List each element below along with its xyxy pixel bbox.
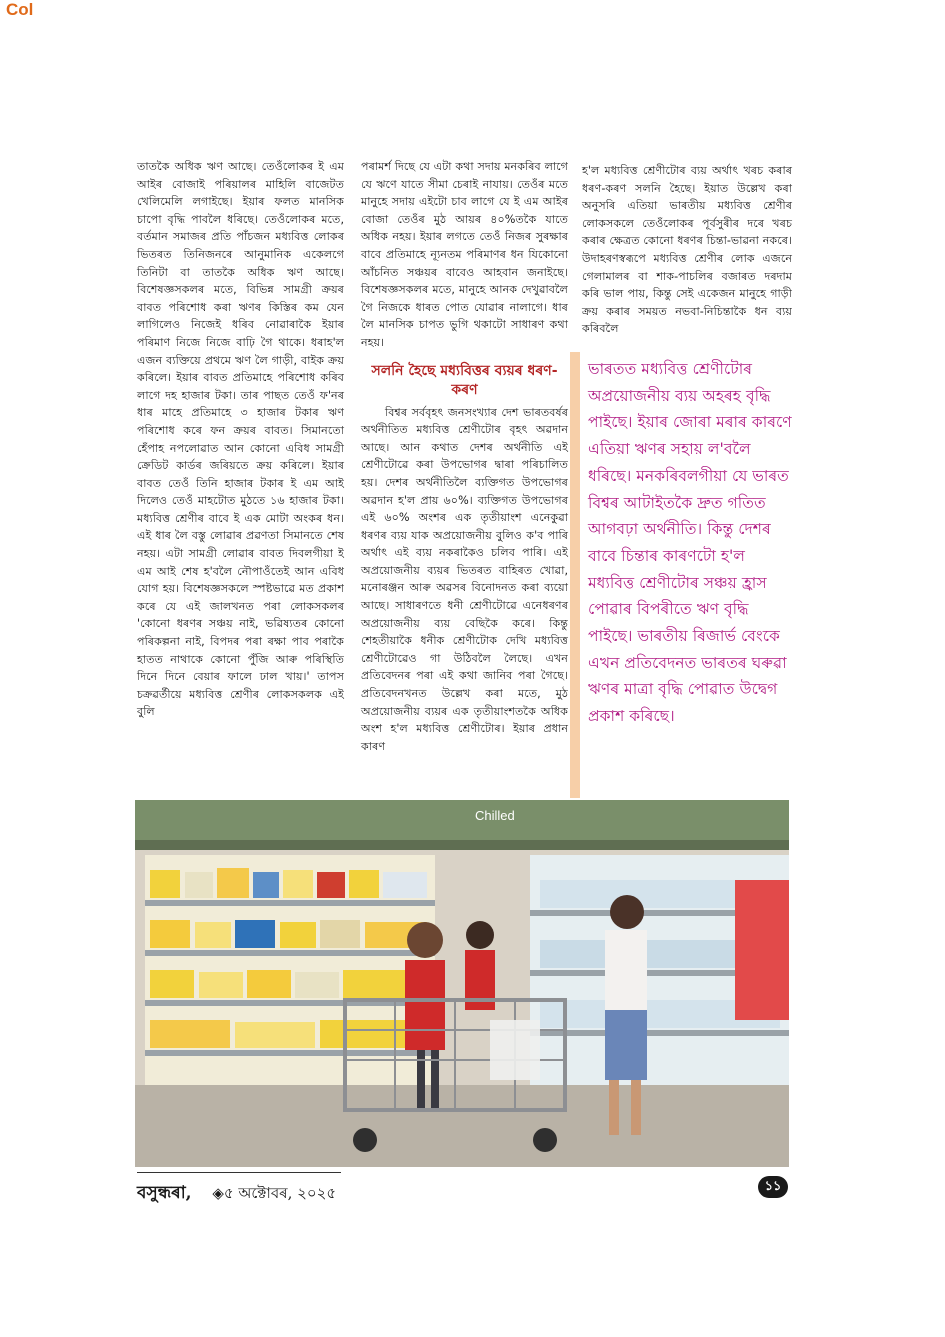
magazine-name: বসুন্ধৰা, — [137, 1183, 192, 1203]
column-1 — [137, 158, 344, 721]
page-number: ১১ — [758, 1176, 788, 1198]
footer-rule — [137, 1172, 341, 1173]
issue-date: ◈৫ অক্টোবৰ, ২০২৫ — [212, 1184, 337, 1202]
column-2 — [361, 158, 568, 755]
pull-quote-text: ভাৰতত মধ্যবিত্ত শ্ৰেণীটোৰ অপ্ৰয়োজনীয় ব্যয় অহৰহ বৃদ্ধি পাইছে। ইয়াৰ জোৰা মৰাৰ কাৰণে এতিয়া ঋণৰ সহায় ল'বলৈ ধৰিছে। মনকৰিবলগীয়া যে ভাৰত বিশ্বৰ আটাইতকৈ দ্ৰুত গতিত আগবঢ়া অৰ্থনীতি। কিন্তু দেশৰ বাবে চিন্তাৰ কাৰণটো হ'ল মধ্যবিত্ত শ্ৰেণীটোৰ সঞ্চয় হ্ৰাস পোৱাৰ বিপৰীতে ঋণ বৃদ্ধি পাইছে। ভাৰতীয় ৰিজাৰ্ভ বেংকে এখন প্ৰতিবেদনত ভাৰতৰ ঘৰুৱা ঋণৰ মাত্ৰা বৃদ্ধি পোৱাত উদ্বেগ প্ৰকাশ কৰিছে। — [588, 360, 792, 726]
column-1-paragraph: তাতকৈ অধিক ঋণ আছে। তেওঁলোকৰ ই এম আইৰ বোজাই পৰিয়ালৰ মাহিলি বাজেটত খেলিমেলি লগাইছে। ইয়াৰ ফলত মানসিক চাপো বৃদ্ধি পাবলৈ ধৰিছে। তেওঁলোকৰ মতে, বৰ্তমান সমাজৰ প্ৰতি পাঁচজন মধ্যবিত্ত লোকৰ ভিতৰত তিনিজনৰে আনুমানিক একেলগে তিনিটা বা তাতকৈ অধিক ঋণ আছে। বিশেষজ্ঞসকলৰ মতে, বিভিন্ন সামগ্ৰী ক্ৰয়ৰ বাবত পৰিশোধ কৰা ঋণৰ কিস্তিৰ কম যেন লাগিলেও নিজেই ধৰিব নোৱাৰাকৈ ইয়াৰ পৰিমাণ নিজে নিজে বাঢ়ি গৈ থাকে। ধৰাহ'ল এজন ব্যক্তিয়ে প্ৰথমে ঋণ লৈ গাড়ী, বাইক ক্ৰয় কৰিলে। ইয়াৰ বাবত প্ৰতিমাহে পৰিশোধ কৰিব লাগে দহ হাজাৰ টকা। তাৰ পাছত তেওঁ ফ'নৰ ধাৰ মাহে প্ৰতিমাহে ৩ হাজাৰ টকাৰ ঋণ পৰিশোধ কৰে ফন ক্ৰয়ৰ বাবত। সিমানতো হেঁপাহ নপলোৱাত আন কোনো এবিধ সামগ্ৰী ক্ৰেডিট কাৰ্ডৰ জৰিয়তে ক্ৰয় কৰিলে। ইয়াৰ বাবত তেওঁ তিনি হাজাৰ টকাৰ ই এম আই দিলেও তেওঁ মাহটোত মুঠতে ১৬ হাজাৰ টকা। মধ্যবিত্ত শ্ৰেণীৰ বাবে ই এক মোটা অংকৰ ধন। এই ধাৰ লৈ বস্তু লোৱাৰ প্ৰৱণতা সিমানতে শেষ নহয়। এটা সামগ্ৰী লোৱাৰ বাবত দিবলগীয়া ই এম আই শেষ হ'বলৈ নৌপাওঁতেই আন এবিধ যোগ হয়। বিশেষজ্ঞসকলে স্পষ্টভাৱে মত প্ৰকাশ কৰে যে এই জালখনত পৰা লোকসকলৰ 'কোনো ধৰণৰ সঞ্চয় নাই, ভৱিষ্যতৰ কোনো পৰিকল্পনা নাই, বিপদৰ পৰা ৰক্ষা পাব পৰাকৈ হাতত নাথাকে কোনো পুঁজি আৰু পৰিস্থিতি দিনে দিনে বেয়াৰ ফালে ঢাল খায়।' তাপস চক্ৰৱৰ্তীয়ে মধ্যবিত্ত শ্ৰেণীৰ লোকসকলক এই বুলি — [137, 160, 344, 719]
photo-store-sign: Chilled — [475, 808, 515, 823]
section-subheading: সলনি হৈছে মধ্যবিত্তৰ ব্যয়ৰ ধৰণ-কৰণ — [371, 362, 558, 398]
page-footer — [137, 1180, 336, 1208]
column-2-paragraph-2: বিশ্বৰ সৰ্ববৃহৎ জনসংখ্যাৰ দেশ ভাৰতবৰ্ষৰ অৰ্থনীতিত মধ্যবিত্ত শ্ৰেণীটোৰ বৃহৎ অৱদান আছে। আন কথাত দেশৰ অৰ্থনীতি এই শ্ৰেণীটোৱে কৰা উপভোগৰ দ্বাৰা পৰিচালিত হয়। দেশৰ অৰ্থনীতিলৈ ব্যক্তিগত উপভোগৰ অৱদান হ'ল প্ৰায় ৬০%। ব্যক্তিগত উপভোগৰ এই ৬০% অংশৰ এক তৃতীয়াংশ এনেকুৱা ধৰণৰ ব্যয় যাক অপ্ৰয়োজনীয় বুলিও ক'ব পাৰি অৰ্থাৎ এই ব্যয় নকৰাকৈও চলিব পাৰি। এই অপ্ৰয়োজনীয় ব্যয়ৰ ভিতৰত বাহিৰত খোৱা, মনোৰঞ্জন আৰু অৱসৰ বিনোদনত কৰা ব্যয়ো আছে। সাধাৰণতে ধনী শ্ৰেণীটোৱে এনেধৰণৰ অপ্ৰয়োজনীয় ব্যয় বেছিকৈ কৰে। কিন্তু শেহতীয়াকৈ ধনীক শ্ৰেণীটোক দেখি মধ্যবিত্ত শ্ৰেণীটোৱেও গা উঠিবলৈ লৈছে। এখন প্ৰতিবেদনৰ পৰা এই কথা জানিব পৰা গৈছে। প্ৰতিবেদনখনত উল্লেখ কৰা মতে, মুঠ অপ্ৰয়োজনীয় ব্যয়ৰ এক তৃতীয়াংশতকৈ অধিক অংশ হ'ল মধ্যবিত্ত শ্ৰেণীটোৰ। ইয়াৰ প্ৰধান কাৰণ — [361, 405, 568, 753]
column-3-paragraph: হ'ল মধ্যবিত্ত শ্ৰেণীটোৰ ব্যয় অৰ্থাৎ খৰচ কৰাৰ ধৰণ-কৰণ সলনি হৈছে। ইয়াত উল্লেখ কৰা অনুসৰি এতিয়া ভাৰতীয় মধ্যবিত্ত শ্ৰেণীৰ লোকসকলে তেওঁলোকৰ পূৰ্বসুৰীৰ দৰে খৰচ কৰাৰ ক্ষেত্ৰত কোনো ধৰণৰ চিন্তা-ভাৱনা নকৰে। উদাহৰণস্বৰূপে মধ্যবিত্ত শ্ৰেণীৰ লোক এজনে গেলামালৰ বা শাক-পাচলিৰ বজাৰত দৰদাম কৰি ভাল পায়, কিন্তু সেই একেজন মানুহে গাড়ী ক্ৰয় কৰাৰ সময়ত নভবা-নিচিন্তাকৈ ধন ব্যয় কৰিবলৈ — [582, 164, 792, 336]
corner-tag: Col — [6, 0, 34, 19]
column-3 — [582, 162, 792, 338]
pull-quote-accent-bar — [570, 352, 580, 798]
pull-quote-box — [570, 352, 796, 798]
supermarket-illustration — [135, 800, 789, 1167]
supermarket-photo — [135, 800, 789, 1167]
column-2-paragraph-1: পৰামৰ্শ দিছে যে এটা কথা সদায় মনকৰিব লাগে যে ঋণে যাতে সীমা চেৰাই নাযায়। তেওঁৰ মতে মানুহে সদায় এইটো চাব লাগে যে ই এম আইৰ বোজা তেওঁৰ মুঠ আয়ৰ ৪০%তকৈ যাতে অধিক নহয়। ইয়াৰ লগতে তেওঁ নিজৰ সুৰক্ষাৰ বাবে প্ৰতিমাহে ন্যূনতম পৰিমাণৰ ধন যিকোনো আঁচনিত সঞ্চয়ৰ বাবেও আহবান জনাইছে। বিশেষজ্ঞসকলৰ মতে, মানুহে আনক দেখুৱাবলৈ গৈ নিজকে ধাৰত পোত যোৱাৰ নালাগে। ধাৰ লৈ মানসিক চাপত ভুগি থকাটো সাধাৰণ কথা নহয়। — [361, 160, 568, 349]
